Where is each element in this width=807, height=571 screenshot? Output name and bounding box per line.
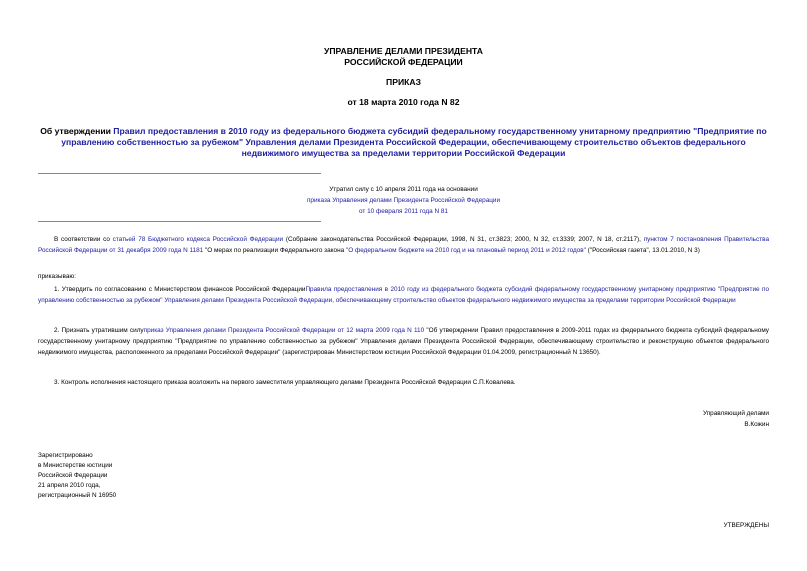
doc-title [38,126,769,159]
preamble-paragraph [38,234,769,256]
doc-date: от 18 марта 2010 года N 82 [347,97,460,107]
registration-line5: регистрационный N 16950 [38,492,117,499]
doc-title-prefix: Об утверждении [40,126,114,136]
order-word: приказываю: [38,273,76,280]
divider-bottom [38,221,321,222]
item-2-text-1: 2. Признать утратившим силу [54,327,144,334]
item-1-text: 1. Утвердить по согласованию с Министерством финансов Российской Федерации [54,286,306,293]
item-1-paragraph [38,284,769,306]
divider-top [38,173,321,174]
item-1-rules-link[interactable]: Правила предоставления в 2010 году из федерального бюджета субсидий федеральному государственному унитарному предприятию "Предприятие по управлению собственностью за рубежом" Управления делами Президента Российской Федерации, обеспечивающему строительство объектов федерального недвижимого имущества за пределами территории Российской Федерации [38,286,769,304]
preamble-text-3: "О мерах по реализации Федерального закона [203,247,346,254]
approved-heading: УТВЕРЖДЕНЫ [723,522,769,529]
signature-name: В.Кожин [744,421,769,428]
preamble-text-2: (Собрание законодательства Российской Федерации, 1998, N 31, ст.3823; 2000, N 32, ст.3339; 2007, N 18, ст.2117), [283,236,644,243]
item-2-paragraph [38,325,769,358]
preamble-link-resolution[interactable]: пунктом 7 постановления Правительства Российской Федерации от 31 декабря 2009 года N 1181 [38,236,770,254]
status-note-link-line3[interactable]: от 10 февраля 2011 года N 81 [359,208,448,215]
org-name-line1: УПРАВЛЕНИЕ ДЕЛАМИ ПРЕЗИДЕНТА [324,46,483,56]
registration-line4: 21 апреля 2010 года, [38,482,101,489]
doc-type: ПРИКАЗ [386,77,421,87]
item-2-text-2: "Об утверждении Правил предоставления в 2009-2011 годах из федерального бюджета субсидий федеральному государственному унитарному предприятию "Предприятие по управлению собственностью за рубежом" Управления делами Президента Российской Федерации, обеспечивающему строительство и реконструкцию объектов федерального недвижимого имущества, расположенного за пределами Российской Федерации" (зарегистрирован Министерством юстиции Российской Федерации 01.04.2009, регистрационный N 13650). [38,327,769,356]
preamble-text-1: В соответствии со [54,236,113,243]
registration-line2: в Министерстве юстиции [38,462,113,469]
org-name-line2: РОССИЙСКОЙ ФЕДЕРАЦИИ [344,57,463,67]
preamble-link-budget-code[interactable]: статьей 78 Бюджетного кодекса Российской Федерации [112,236,284,243]
preamble-text-4: ("Российская газета", 13.01.2010, N 3) [585,247,700,254]
status-note-link-line2[interactable]: приказа Управления делами Президента Российской Федерации [306,197,501,204]
doc-title-link[interactable]: Правил предоставления в 2010 году из федерального бюджета субсидий федеральному государственному унитарному предприятию "Предприятие по управлению собственностью за рубежом" Управления делами Президента Российской Федерации, обеспечивающему строительство объектов федерального недвижимого имущества за пределами территории Российской Федерации [61,126,767,158]
signature-position: Управляющий делами [702,410,769,417]
item-2-order-link[interactable]: приказ Управления делами Президента Российской Федерации от 12 марта 2009 года N 110 [143,327,425,334]
registration-line3: Российской Федерации [38,472,108,479]
item-3-text: 3. Контроль исполнения настоящего приказа возложить на первого заместителя управляющего делами Президента Российской Федерации С.П.Ковалева. [54,379,516,386]
item-3-paragraph [38,377,769,388]
registration-line1: Зарегистрировано [38,452,93,459]
status-note-line1: Утратил силу с 10 апреля 2011 года на основании [329,186,478,193]
preamble-link-budget-law[interactable]: "О федеральном бюджете на 2010 год и на плановый период 2011 и 2012 годов" [345,247,586,254]
